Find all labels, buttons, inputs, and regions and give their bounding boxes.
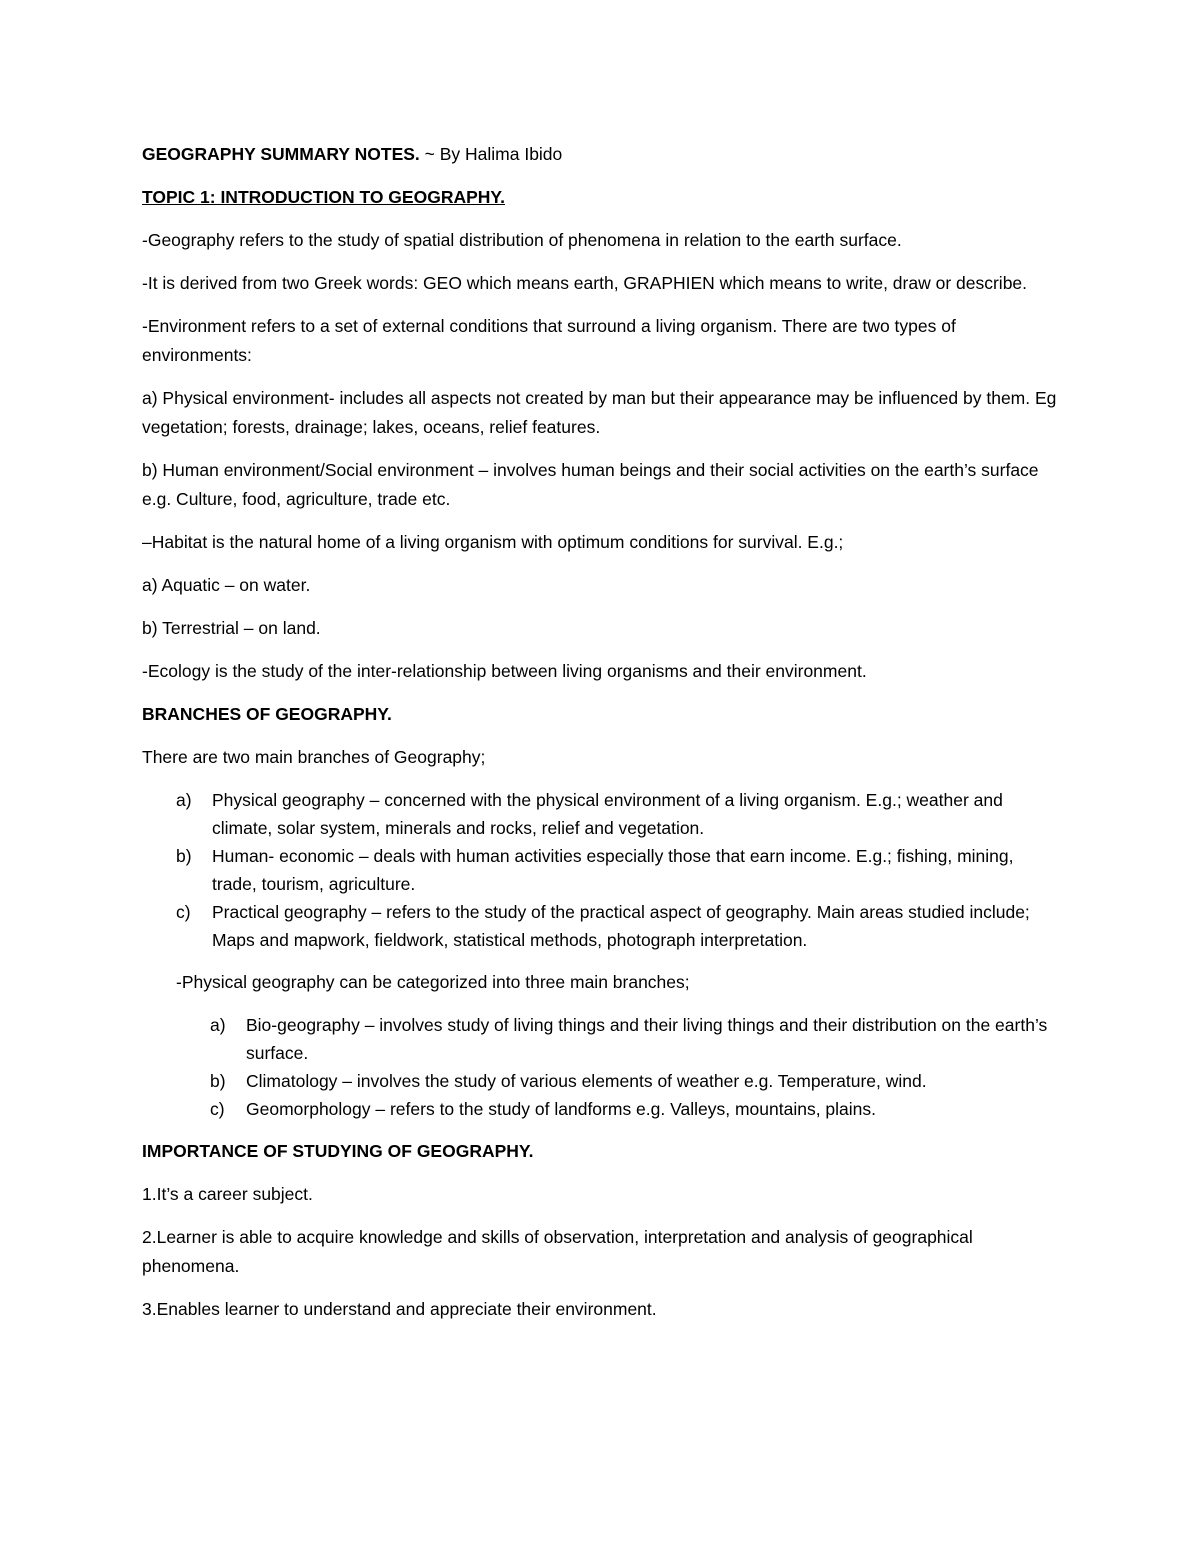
list-item xyxy=(142,898,1062,954)
importance-point: 1.It’s a career subject. xyxy=(142,1184,313,1204)
list-item-label: c) xyxy=(176,902,191,922)
paragraph: a) Physical environment- includes all aspects not created by man but their appearance may be influenced by them. Eg vegetation; forests, drainage; lakes, oceans, relief features. xyxy=(142,388,1057,437)
list-item-label: b) xyxy=(176,846,192,866)
paragraph: -Ecology is the study of the inter-relationship between living organisms and their environment. xyxy=(142,661,867,681)
importance-heading: IMPORTANCE OF STUDYING OF GEOGRAPHY. xyxy=(142,1141,534,1161)
paragraph: a) Aquatic – on water. xyxy=(142,575,311,595)
list-item xyxy=(142,1067,1062,1095)
branches-intro: There are two main branches of Geography; xyxy=(142,747,486,767)
list-item-text: Physical geography – concerned with the physical environment of a living organism. E.g.; weather and climate, solar system, minerals and rocks, relief and vegetation. xyxy=(212,790,1003,838)
branches-heading: BRANCHES OF GEOGRAPHY. xyxy=(142,704,392,724)
list-item-text: Human- economic – deals with human activities especially those that earn income. E.g.; fishing, mining, trade, tourism, agriculture. xyxy=(212,846,1014,894)
paragraph: b) Terrestrial – on land. xyxy=(142,618,321,638)
branches-list xyxy=(142,786,1062,954)
list-item-text: Geomorphology – refers to the study of landforms e.g. Valleys, mountains, plains. xyxy=(246,1099,876,1119)
list-item-text: Bio-geography – involves study of living things and their living things and their distribution on the earth’s surface. xyxy=(246,1015,1048,1063)
paragraph: -Geography refers to the study of spatial distribution of phenomena in relation to the earth surface. xyxy=(142,230,902,250)
list-item-label: b) xyxy=(210,1071,226,1091)
list-item-text: Practical geography – refers to the study of the practical aspect of geography. Main areas studied include; Maps and mapwork, fieldwork, statistical methods, photograph interpretation. xyxy=(212,902,1030,950)
physical-intro: -Physical geography can be categorized into three main branches; xyxy=(176,972,690,992)
paragraph: b) Human environment/Social environment – involves human beings and their social activities on the earth’s surface e.g. Culture, food, agriculture, trade etc. xyxy=(142,460,1039,509)
list-item xyxy=(142,1095,1062,1123)
list-item-label: a) xyxy=(210,1015,226,1035)
document-title xyxy=(142,140,1062,169)
importance-point: 3.Enables learner to understand and appreciate their environment. xyxy=(142,1299,657,1319)
list-item xyxy=(142,842,1062,898)
list-item-label: c) xyxy=(210,1099,225,1119)
importance-point: 2.Learner is able to acquire knowledge and skills of observation, interpretation and analysis of geographical phenomena. xyxy=(142,1227,973,1276)
list-item xyxy=(142,1011,1062,1067)
list-item xyxy=(142,786,1062,842)
document-page xyxy=(142,140,1062,1338)
topic1-heading: TOPIC 1: INTRODUCTION TO GEOGRAPHY. xyxy=(142,187,505,207)
list-item-label: a) xyxy=(176,790,192,810)
paragraph: -Environment refers to a set of external conditions that surround a living organism. There are two types of environments: xyxy=(142,316,956,365)
title-author: ~ By Halima Ibido xyxy=(419,144,563,164)
paragraph: –Habitat is the natural home of a living organism with optimum conditions for survival. E.g.; xyxy=(142,532,844,552)
title-heading: GEOGRAPHY SUMMARY NOTES. xyxy=(142,144,420,164)
list-item-text: Climatology – involves the study of various elements of weather e.g. Temperature, wind. xyxy=(246,1071,927,1091)
paragraph: -It is derived from two Greek words: GEO which means earth, GRAPHIEN which means to write, draw or describe. xyxy=(142,273,1028,293)
physical-branches-list xyxy=(142,1011,1062,1123)
